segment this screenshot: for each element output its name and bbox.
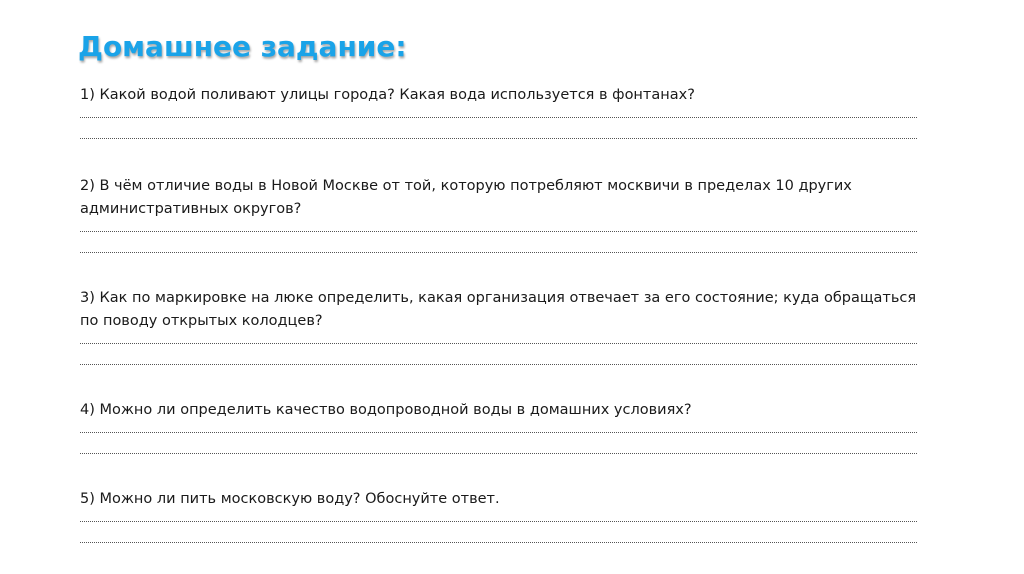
answer-line bbox=[80, 343, 917, 344]
answer-line bbox=[80, 364, 917, 365]
question-text: 3) Как по маркировке на люке определить, какая организация отвечает за его состояние; куда обращаться по поводу открытых колодцев? bbox=[80, 290, 917, 329]
answer-line bbox=[80, 252, 917, 253]
answer-line bbox=[80, 138, 917, 139]
question-item-5 bbox=[80, 488, 920, 543]
question-item-3 bbox=[80, 287, 920, 365]
question-item-2 bbox=[80, 175, 920, 253]
question-item-4 bbox=[80, 399, 920, 454]
answer-line bbox=[80, 521, 917, 522]
answer-line bbox=[80, 542, 917, 543]
question-text: 5) Можно ли пить московскую воду? Обоснуйте ответ. bbox=[80, 491, 500, 507]
question-item-1 bbox=[80, 84, 920, 139]
answer-line bbox=[80, 432, 917, 433]
question-text: 4) Можно ли определить качество водопроводной воды в домашних условиях? bbox=[80, 402, 692, 418]
question-text: 1) Какой водой поливают улицы города? Какая вода используется в фонтанах? bbox=[80, 87, 695, 103]
answer-line bbox=[80, 231, 917, 232]
page-title: Домашнее задание: bbox=[78, 30, 407, 63]
question-text: 2) В чём отличие воды в Новой Москве от той, которую потребляют москвичи в пределах 10 других административных округов? bbox=[80, 178, 852, 217]
answer-line bbox=[80, 117, 917, 118]
answer-line bbox=[80, 453, 917, 454]
